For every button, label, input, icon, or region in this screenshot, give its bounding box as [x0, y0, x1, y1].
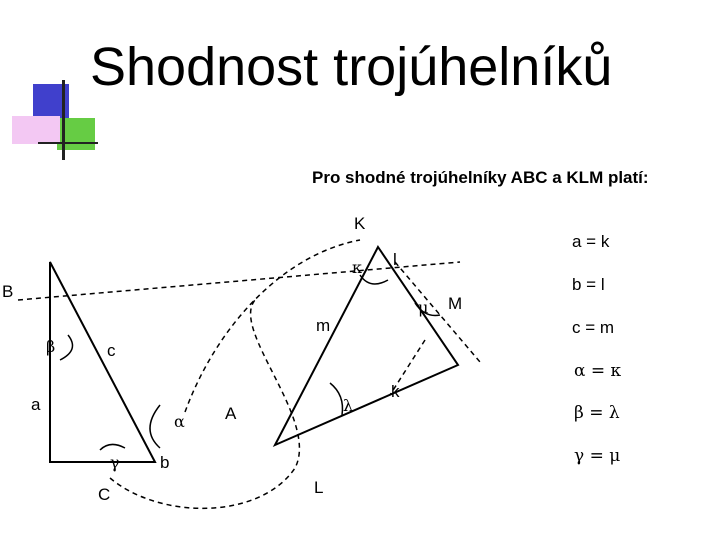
- equality-4: α = κ: [574, 361, 622, 381]
- arc-kappa: [360, 275, 388, 284]
- arc-lambda: [330, 383, 343, 415]
- dashed-curve-c-l: [110, 300, 299, 508]
- vertex-b-label: B: [2, 282, 14, 301]
- subtitle: Pro shodné trojúhelníky ABC a KLM platí:: [312, 168, 649, 187]
- side-k-label: k: [391, 382, 400, 401]
- angle-alpha-label: α: [174, 412, 185, 431]
- dashed-line-l-side: [395, 262, 480, 362]
- equality-2: b = l: [572, 275, 605, 294]
- arc-alpha: [150, 405, 160, 448]
- page-title: Shodnost trojúhelníků: [90, 37, 613, 97]
- side-c-label: c: [107, 341, 116, 360]
- side-l-label: l: [393, 250, 397, 269]
- angle-lambda-label: λ: [343, 396, 354, 415]
- vertex-c-label: C: [98, 485, 111, 504]
- equality-3: c = m: [572, 318, 615, 337]
- angle-beta-label: β: [46, 337, 56, 356]
- arc-beta: [60, 335, 73, 360]
- vertex-a-label: A: [225, 404, 237, 423]
- vertex-k-label: K: [354, 214, 366, 233]
- equality-6: γ = μ: [574, 446, 621, 466]
- arc-gamma: [100, 444, 125, 450]
- angle-mu-label: μ: [418, 298, 429, 317]
- side-m-label: m: [316, 316, 331, 335]
- vertex-l-label: L: [314, 478, 324, 497]
- equality-5: β = λ: [574, 403, 620, 423]
- side-b-label: b: [160, 453, 170, 472]
- angle-kappa-label: κ: [352, 258, 362, 277]
- equality-1: a = k: [572, 232, 610, 251]
- vertex-m-label: M: [448, 294, 463, 313]
- side-a-label: a: [31, 395, 41, 414]
- angle-gamma-label: γ: [110, 453, 120, 472]
- triangle-klm: [275, 247, 458, 445]
